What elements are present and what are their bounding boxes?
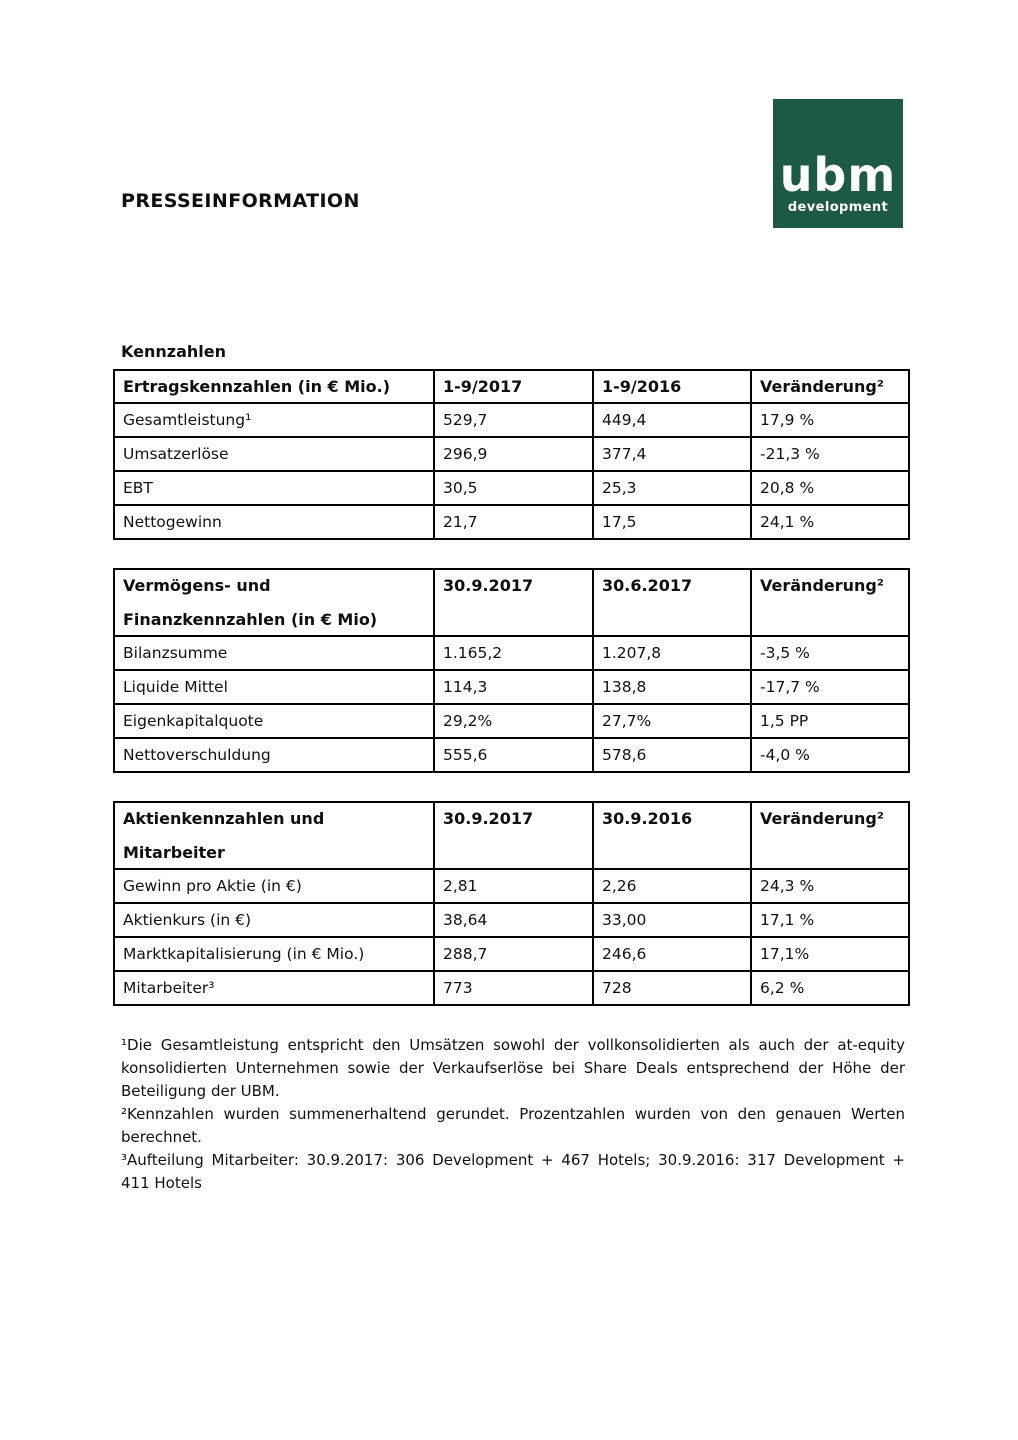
value-cell: 17,1 % bbox=[751, 903, 909, 937]
column-header bbox=[114, 370, 434, 403]
table-vermoegens-und-finanzkennzahlen bbox=[113, 568, 910, 773]
column-header bbox=[751, 569, 909, 636]
column-header bbox=[593, 370, 751, 403]
value-cell: 25,3 bbox=[593, 471, 751, 505]
column-header-line: Veränderung² bbox=[760, 809, 884, 828]
value-cell: 114,3 bbox=[434, 670, 593, 704]
footnote-3: ³Aufteilung Mitarbeiter: 30.9.2017: 306 Development + 467 Hotels; 30.9.2016: 317 Development + 411 Hotels bbox=[121, 1151, 905, 1192]
value-cell: -4,0 % bbox=[751, 738, 909, 772]
column-header-line: Aktienkennzahlen und bbox=[123, 809, 325, 828]
column-header bbox=[114, 802, 434, 869]
table-header-row bbox=[114, 370, 909, 403]
row-label: Gewinn pro Aktie (in €) bbox=[114, 869, 434, 903]
value-cell: 773 bbox=[434, 971, 593, 1005]
row-label: Eigenkapitalquote bbox=[114, 704, 434, 738]
table-row bbox=[114, 937, 909, 971]
table-header-row bbox=[114, 569, 909, 636]
value-cell: 2,26 bbox=[593, 869, 751, 903]
table-row bbox=[114, 903, 909, 937]
value-cell: 449,4 bbox=[593, 403, 751, 437]
logo-subtext: development bbox=[787, 200, 889, 215]
value-cell: 1.165,2 bbox=[434, 636, 593, 670]
value-cell: 1.207,8 bbox=[593, 636, 751, 670]
row-label: Umsatzerlöse bbox=[114, 437, 434, 471]
value-cell: 33,00 bbox=[593, 903, 751, 937]
value-cell: 17,1% bbox=[751, 937, 909, 971]
column-header-line: Veränderung² bbox=[760, 377, 884, 396]
table-row bbox=[114, 471, 909, 505]
column-header-line: 1-9/2016 bbox=[602, 377, 682, 396]
table-row bbox=[114, 704, 909, 738]
table-row bbox=[114, 505, 909, 539]
kennzahlen-section bbox=[113, 343, 908, 1195]
value-cell: 728 bbox=[593, 971, 751, 1005]
row-label: Gesamtleistung¹ bbox=[114, 403, 434, 437]
value-cell: -17,7 % bbox=[751, 670, 909, 704]
value-cell: 529,7 bbox=[434, 403, 593, 437]
table-row bbox=[114, 437, 909, 471]
column-header bbox=[434, 569, 593, 636]
value-cell: 24,1 % bbox=[751, 505, 909, 539]
value-cell: 24,3 % bbox=[751, 869, 909, 903]
tables-container bbox=[113, 369, 908, 1006]
value-cell: -3,5 % bbox=[751, 636, 909, 670]
value-cell: 2,81 bbox=[434, 869, 593, 903]
table-row bbox=[114, 738, 909, 772]
column-header-line: Vermögens- und bbox=[123, 576, 271, 595]
row-label: Aktienkurs (in €) bbox=[114, 903, 434, 937]
value-cell: 288,7 bbox=[434, 937, 593, 971]
value-cell: 6,2 % bbox=[751, 971, 909, 1005]
column-header-line: Veränderung² bbox=[760, 576, 884, 595]
value-cell: 38,64 bbox=[434, 903, 593, 937]
footnote-2: ²Kennzahlen wurden summenerhaltend gerundet. Prozentzahlen wurden von den genauen Werten berechnet. bbox=[121, 1105, 905, 1146]
table-ertragskennzahlen bbox=[113, 369, 910, 540]
table-row bbox=[114, 670, 909, 704]
row-label: Nettogewinn bbox=[114, 505, 434, 539]
column-header-line: Finanzkennzahlen (in € Mio) bbox=[123, 610, 378, 629]
logo-wordmark: ubm bbox=[779, 148, 897, 203]
value-cell: -21,3 % bbox=[751, 437, 909, 471]
footnotes bbox=[121, 1034, 905, 1195]
row-label: Nettoverschuldung bbox=[114, 738, 434, 772]
column-header bbox=[593, 802, 751, 869]
column-header bbox=[114, 569, 434, 636]
section-title: Kennzahlen bbox=[121, 342, 226, 361]
column-header-line: 30.9.2017 bbox=[443, 809, 534, 828]
value-cell: 555,6 bbox=[434, 738, 593, 772]
row-label: Bilanzsumme bbox=[114, 636, 434, 670]
column-header-line: Ertragskennzahlen (in € Mio.) bbox=[123, 377, 391, 396]
value-cell: 296,9 bbox=[434, 437, 593, 471]
table-row bbox=[114, 971, 909, 1005]
column-header-line: 30.6.2017 bbox=[602, 576, 693, 595]
page-title: PRESSEINFORMATION bbox=[121, 190, 360, 212]
value-cell: 17,5 bbox=[593, 505, 751, 539]
row-label: Marktkapitalisierung (in € Mio.) bbox=[114, 937, 434, 971]
row-label: Liquide Mittel bbox=[114, 670, 434, 704]
value-cell: 30,5 bbox=[434, 471, 593, 505]
table-row bbox=[114, 403, 909, 437]
column-header-line: 30.9.2016 bbox=[602, 809, 693, 828]
footnote-1: ¹Die Gesamtleistung entspricht den Umsätzen sowohl der vollkonsolidierten als auch der at-equity konsolidierten Unternehmen sowie der Verkaufserlöse bei Share Deals entsprechend der Höhe der Beteiligung der UBM. bbox=[121, 1036, 905, 1100]
column-header bbox=[751, 802, 909, 869]
row-label: Mitarbeiter³ bbox=[114, 971, 434, 1005]
table-row bbox=[114, 869, 909, 903]
value-cell: 17,9 % bbox=[751, 403, 909, 437]
value-cell: 29,2% bbox=[434, 704, 593, 738]
table-row bbox=[114, 636, 909, 670]
row-label: EBT bbox=[114, 471, 434, 505]
value-cell: 377,4 bbox=[593, 437, 751, 471]
column-header-line: Mitarbeiter bbox=[123, 843, 225, 862]
value-cell: 20,8 % bbox=[751, 471, 909, 505]
column-header bbox=[434, 802, 593, 869]
value-cell: 138,8 bbox=[593, 670, 751, 704]
column-header-line: 1-9/2017 bbox=[443, 377, 523, 396]
value-cell: 21,7 bbox=[434, 505, 593, 539]
column-header bbox=[434, 370, 593, 403]
table-aktienkennzahlen-und-mitarbeiter bbox=[113, 801, 910, 1006]
value-cell: 246,6 bbox=[593, 937, 751, 971]
column-header-line: 30.9.2017 bbox=[443, 576, 534, 595]
value-cell: 1,5 PP bbox=[751, 704, 909, 738]
value-cell: 578,6 bbox=[593, 738, 751, 772]
column-header bbox=[751, 370, 909, 403]
table-header-row bbox=[114, 802, 909, 869]
ubm-development-logo bbox=[773, 99, 903, 228]
column-header bbox=[593, 569, 751, 636]
value-cell: 27,7% bbox=[593, 704, 751, 738]
